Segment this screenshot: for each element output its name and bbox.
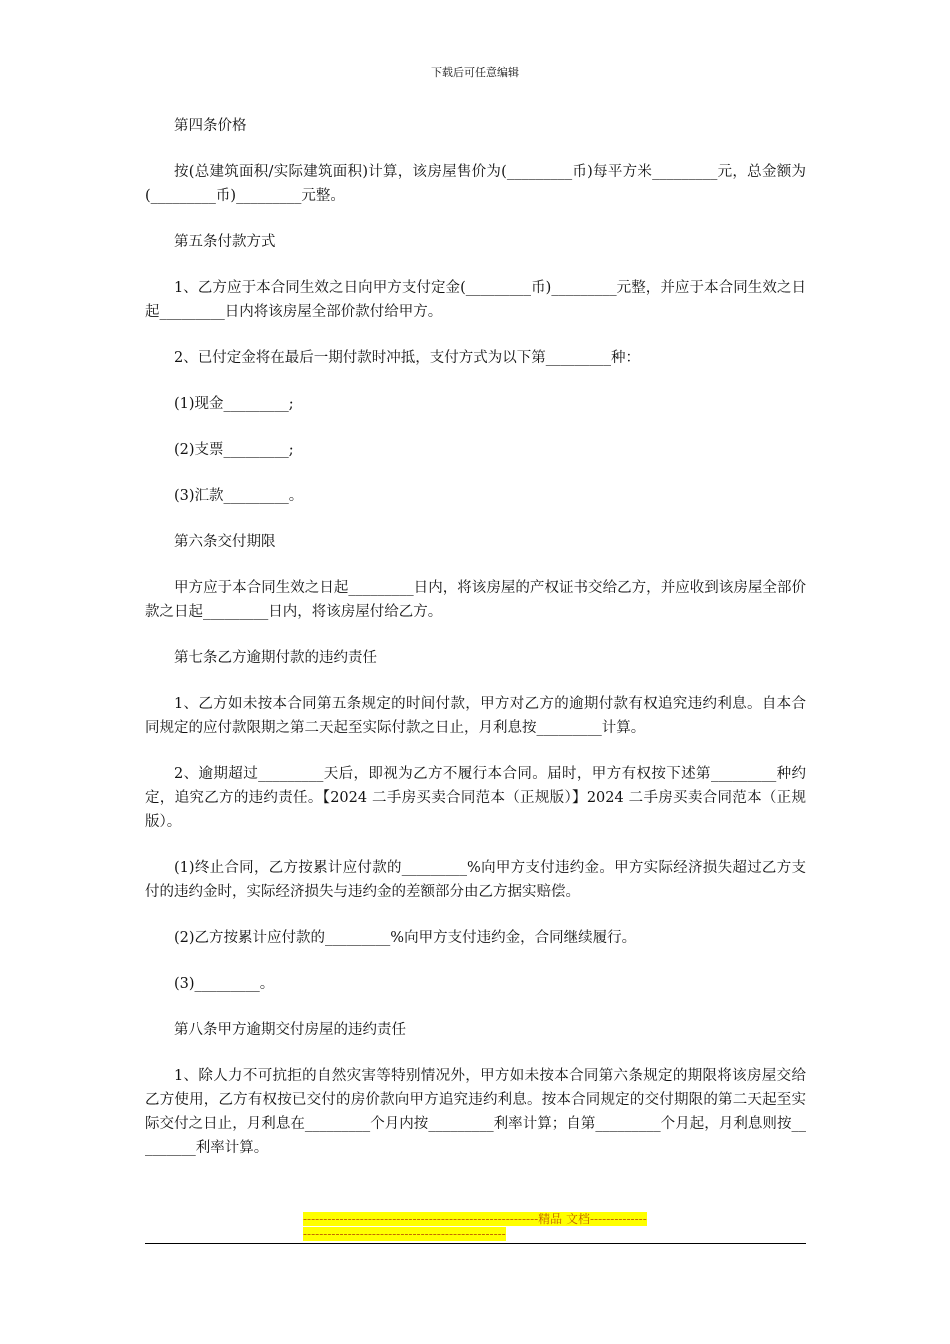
paragraph-check: (2)支票_________; — [174, 442, 294, 458]
paragraph-deposit: 1、乙方应于本合同生效之日向甲方支付定金(_________币)_________元整，并应于本合同生效之日起_________日内将该房屋全部价款付给甲方。 — [145, 280, 806, 320]
section-heading-article-7: 第七条乙方逾期付款的违约责任 — [174, 650, 377, 666]
paragraph-late-payment-interest: 1、乙方如未按本合同第五条规定的时间付款，甲方对乙方的逾期付款有权追究违约利息。自本合同规定的应付款限期之第二天起至实际付款之日止，月利息按_________计算。 — [145, 696, 806, 736]
paragraph-terminate-contract: (1)终止合同，乙方按累计应付款的_________%向甲方支付违约金。甲方实际经济损失超过乙方支付的违约金时，实际经济损失与违约金的差额部分由乙方据实赔偿。 — [145, 860, 806, 900]
document-body — [145, 114, 806, 1182]
paragraph-remittance: (3)汇款_________。 — [174, 488, 304, 504]
section-heading-article-5: 第五条付款方式 — [174, 234, 276, 250]
page-footer — [145, 1212, 806, 1242]
paragraph-delivery-period: 甲方应于本合同生效之日起_________日内，将该房屋的产权证书交给乙方，并应收到该房屋全部价款之日起_________日内，将该房屋付给乙方。 — [145, 580, 806, 620]
footer-rule — [145, 1243, 806, 1244]
paragraph-price: 按(总建筑面积/实际建筑面积)计算，该房屋售价为(_________币)每平方米_________元，总金额为(_________币)_________元整。 — [145, 164, 806, 204]
paragraph-continue-contract: (2)乙方按累计应付款的_________%向甲方支付违约金，合同继续履行。 — [174, 930, 637, 946]
footer-highlight: ----------------------------------------------------------精品 文档---------------------------------------------------------------- — [303, 1212, 647, 1241]
section-heading-article-4: 第四条价格 — [174, 118, 247, 134]
section-heading-article-8: 第八条甲方逾期交付房屋的违约责任 — [174, 1022, 406, 1038]
paragraph-overdue-breach: 2、逾期超过_________天后，即视为乙方不履行本合同。届时，甲方有权按下述第_________种约定，追究乙方的违约责任。【2024 二手房买卖合同范本（正规版）】2024 二手房买卖合同范本（正规版）。 — [145, 766, 806, 830]
page-header: 下载后可任意编辑 — [431, 66, 519, 79]
footer-watermark-text — [303, 1212, 647, 1242]
paragraph-other: (3)_________。 — [174, 976, 275, 992]
paragraph-late-delivery: 1、除人力不可抗拒的自然灾害等特别情况外，甲方如未按本合同第六条规定的期限将该房屋交给乙方使用，乙方有权按已交付的房价款向甲方追究违约利息。按本合同规定的交付期限的第二天起至实际交付之日止，月利息在_________个月内按_________利率计算；自第_________个月起，月利息则按_________利率计算。 — [145, 1068, 806, 1156]
paragraph-payment-method: 2、已付定金将在最后一期付款时冲抵，支付方式为以下第_________种： — [174, 350, 640, 366]
paragraph-cash: (1)现金_________; — [174, 396, 294, 412]
section-heading-article-6: 第六条交付期限 — [174, 534, 276, 550]
